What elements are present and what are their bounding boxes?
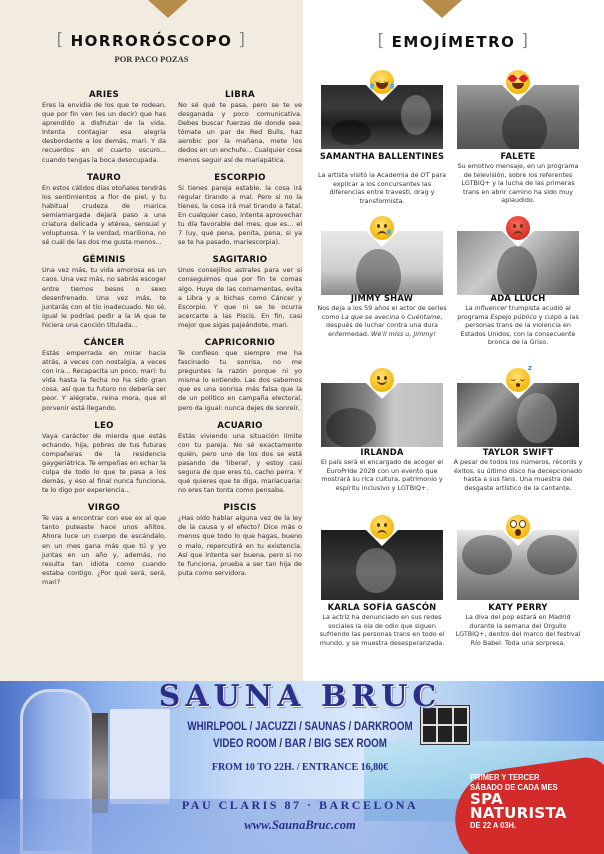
sign-name: PISCIS bbox=[223, 503, 257, 514]
sign-name: LEO bbox=[94, 420, 114, 431]
sign-tauro bbox=[42, 173, 166, 248]
ad-title: SAUNA BRUC bbox=[158, 681, 442, 714]
person-name: TAYLOR SWIFT bbox=[482, 447, 554, 457]
photo-katy-perry bbox=[457, 530, 579, 600]
ad-wall-illustration bbox=[110, 709, 170, 804]
photo-irlanda bbox=[321, 383, 443, 447]
person-name: FALETE bbox=[500, 151, 536, 161]
sign-name: TAURO bbox=[87, 172, 121, 183]
promo-text bbox=[470, 772, 590, 830]
person-description: La artista visitó la Academia de OT para explicar a los concursantes las diferencias entre travesti, drag y transformista. bbox=[317, 171, 447, 205]
sign-name: ARIES bbox=[88, 90, 120, 100]
person-description: La diva del pop estará en Madrid durante la semana del Orgullo LGTBIQ+, dentro del marco del festival Río Babel. Toda una sorpresa. bbox=[455, 613, 581, 647]
person-description: La actriz ha denunciado en sus redes sociales la ola de odio que siguen sufriendo las personas trans en todo el mundo, y se muestra desesperanzada. bbox=[319, 613, 445, 647]
horoscope-section bbox=[0, 0, 303, 681]
person-description: Su emotivo mensaje, en un programa de televisión, sobre los referentes LGTBIQ+ y la lucha de las primeras trans en abrir camino ha sido muy aplaudido. bbox=[457, 162, 579, 205]
promo-big-1: SPA bbox=[470, 790, 503, 808]
person-description: Nos deja a los 59 años el actor de series como La que se avecina o Cuéntame, después de luchar contra una dura enfermedad. We'll miss u, Jimmy! bbox=[317, 304, 447, 338]
heart-eyes-icon bbox=[506, 70, 530, 94]
emojimetro-title: [ EMOJÍMETRO ] bbox=[377, 31, 530, 51]
smiling-face-icon bbox=[370, 368, 394, 392]
person-description: La influencer trumpista acudió al programa Espejo público y culpó a las personas trans de la violencia en Estados Unidos, con la consecuente bronca de la Griso. bbox=[457, 304, 579, 347]
ad-hours-price: FROM 10 TO 22H. / ENTRANCE 16,80€ bbox=[211, 762, 389, 773]
horoscope-column-2 bbox=[178, 90, 302, 586]
ad-services-line-2: VIDEO ROOM / BAR / BIG SEX ROOM bbox=[213, 738, 387, 750]
promo-line-3: DE 22 A 03H. bbox=[470, 820, 517, 830]
sign-name: ESCORPIO bbox=[214, 172, 266, 183]
bracket-left: [ bbox=[56, 30, 65, 50]
ad-address: PAU CLARIS 87 · BARCELONA bbox=[181, 798, 419, 812]
promo-line-1: PRIMER Y TERCER bbox=[470, 772, 540, 782]
bracket-right: ] bbox=[521, 31, 530, 51]
sign-text: Eres la envidia de los que te rodean, que por fin ven (es un decir) que has aprendido a disfrutar de la vida. Intenta contagiar esa alegría desbordante a los demás, mari. Y da recuerdos en el cuarto oscuro... cuando tengas la boca desocupada. bbox=[42, 101, 166, 164]
promo-line-2: SÁBADO DE CADA MES bbox=[470, 782, 558, 792]
horoscope-title: [ HORRORÓSCOPO ] bbox=[56, 30, 247, 50]
person-name: SAMANTHA BALLENTINES bbox=[319, 151, 445, 161]
person-description: A pesar de todos los números, récords y éxitos, su último disco ha decepcionado hasta a sus fans. Una muestra del desgaste artístico de la cantante. bbox=[453, 458, 583, 492]
byline: POR PACO POZAS bbox=[114, 54, 189, 64]
sign-name: GÉMINIS bbox=[82, 255, 126, 266]
photo-jimmy-shaw bbox=[321, 231, 443, 295]
bracket-left: [ bbox=[377, 31, 386, 51]
sign-text: Si tienes pareja estable, la cosa irá regular tirando a mal. Pero si no la tienes, la cosa irá mal tirando a fatal. En cualquier caso, intenta aprovechar tu día favorable del mes, que es... el 7 (uy, qué pena, penita, pena, si ya se te ha pasado, mariescorpia). bbox=[178, 183, 302, 247]
person-name: KARLA SOFÍA GASCÓN bbox=[327, 602, 437, 612]
gold-triangle-decoration bbox=[422, 0, 462, 18]
sign-piscis bbox=[178, 503, 302, 578]
sign-name: ACUARIO bbox=[217, 420, 263, 431]
person-description: El país será el encargado de acoger el EuroPride 2028 con un evento que mostrará su rica cultura, patrimonio y espíritu inclusivo y LGTBIQ+. bbox=[320, 458, 444, 492]
photo-ada-lluch bbox=[457, 231, 579, 295]
ad-website-link[interactable]: www.SaunaBruc.com bbox=[244, 818, 356, 832]
sign-text: Unos consejillos astrales para ver si conseguimos que por fin te comas algo. Huye de las cornamentas, evita a Libra y a bichas como Cáncer y Escorpio. Y que ni se te ocurra acercarte a las Piscis. En fin, casi mejor que sigas pajeándote, mari. bbox=[178, 266, 302, 329]
sign-name: CAPRICORNIO bbox=[204, 337, 276, 348]
sign-name: CÁNCER bbox=[83, 337, 125, 348]
sign-name: SAGITARIO bbox=[212, 255, 268, 266]
sign-text: En estos cálidos días otoñales tendrás los sentimientos a flor de piel, y tu habitual crudeza de marica semiamargada dejará paso a una criatura delicada y etérea, sensual y voluptuosa. Y la verdad, mariliona, no sé cuál de las dos me gusta menos... bbox=[42, 183, 166, 247]
photo-samantha-ballentines bbox=[321, 85, 443, 149]
promo-big-2: NATURISTA bbox=[470, 804, 567, 822]
sign-text: No sé qué te pasa, pero se te ve desganada y poco comunicativa. Debes buscar fuerzas de donde sea: tómate un par de Red Bulls, haz aerobic por la mañana, mete los dedos en un enchufe... Cualquier cosa menos seguir así de mariapática. bbox=[178, 101, 302, 164]
sign-text: Una vez más, tu vida amorosa es un caos. Una vez más, no sabrás escoger entre tiernos besos o sexo desenfrenado. Una vez más, te juntarás con el tío inadecuado. No sé, igual le podrías pedir a la IA que te hiciera una canción titulada... bbox=[42, 266, 166, 329]
photo-karla-sofia-gascon bbox=[321, 530, 443, 600]
ad-services-line-1: WHIRLPOOL / JACUZZI / SAUNAS / DARKROOM bbox=[187, 721, 413, 733]
sign-text: Estás emperrada en mirar hacia atrás, a veces con nostalgia, a veces con ira... Recapacita un poco, mari: tu vida hasta la fecha no ha sido gran cosa, así que tu futuro no debería ser peor. Y alégrate, reina mora, que el porvenir está llegando. bbox=[42, 348, 166, 412]
person-name: ADA LLUCH bbox=[490, 293, 546, 303]
emojimetro-section bbox=[303, 0, 604, 681]
sign-text: ¿Has oído hablar alguna vez de la ley de la causa y el efecto? Dice más o menos que todo lo que hagas, bueno o malo, repercutirá en tu existencia. Así que intenta ser buena, pero si no te funciona, prueba a ser tan hija de puta como servidora. bbox=[178, 514, 302, 577]
frowning-face-icon bbox=[370, 515, 394, 539]
photo-taylor-swift bbox=[457, 383, 579, 447]
sign-text: Estás viviendo una situación límite con tu pareja. No sé exactamente quién, pero uno de los dos se está pasando de 'liberal', y estoy casi segura de que eres tú, cacho perra. Y qué quieres que te diga, mariacuaria: no eres tan tonta como pensaba. bbox=[178, 431, 302, 495]
sign-text: Te vas a encontrar con ese ex al que tanto puteaste hace unos añitos. Ahora luce un cuerpo de escándalo, en un mes gana más que tú y yo juntas en un año y, además, no resulta tan idiota como cuando estaba contigo. ¿Por qué será, será, mari? bbox=[42, 514, 166, 586]
sign-capricornio bbox=[178, 338, 302, 413]
sign-name: LIBRA bbox=[225, 90, 255, 100]
ad-door-illustration bbox=[92, 713, 108, 813]
sign-name: VIRGO bbox=[87, 503, 121, 514]
sign-text: Te confieso que siempre me ha fascinado tu sonrisa, no me preguntes la razón porque ni yo misma lo entiendo. Las dos sabemos que es una sonrisa más falsa que la de un político en campaña electoral, pero da igual: nunca dejes de sonreír. bbox=[178, 348, 302, 412]
bracket-right: ] bbox=[238, 30, 247, 50]
sign-aries bbox=[42, 90, 166, 165]
person-name: KATY PERRY bbox=[488, 602, 548, 612]
horoscope-column-1 bbox=[42, 90, 166, 595]
person-name: JIMMY SHAW bbox=[350, 293, 414, 303]
sign-virgo bbox=[42, 503, 166, 587]
sign-leo bbox=[42, 421, 166, 496]
sleeping-face-icon: z bbox=[506, 368, 530, 392]
gold-triangle-decoration bbox=[148, 0, 188, 18]
sign-libra bbox=[178, 90, 302, 165]
sign-acuario bbox=[178, 421, 302, 496]
sign-text: Vaya carácter de mierda que estás echando, hija, pobres de tus futuras compañeras de la residencia gaygeriátrica. Te empeñas en echar la culpa de todo lo que te pasa a los demás, y eso al final nunca funciona, te lo digo por experiencia... bbox=[42, 431, 166, 495]
crying-face-icon bbox=[370, 216, 394, 240]
sign-cancer bbox=[42, 338, 166, 413]
sign-geminis bbox=[42, 255, 166, 330]
photo-falete bbox=[457, 85, 579, 149]
sign-sagitario bbox=[178, 255, 302, 330]
person-name: IRLANDA bbox=[360, 447, 404, 457]
sign-escorpio bbox=[178, 173, 302, 248]
angry-face-icon bbox=[506, 216, 530, 240]
astonished-face-icon bbox=[506, 515, 530, 539]
tears-of-joy-icon bbox=[370, 70, 394, 94]
